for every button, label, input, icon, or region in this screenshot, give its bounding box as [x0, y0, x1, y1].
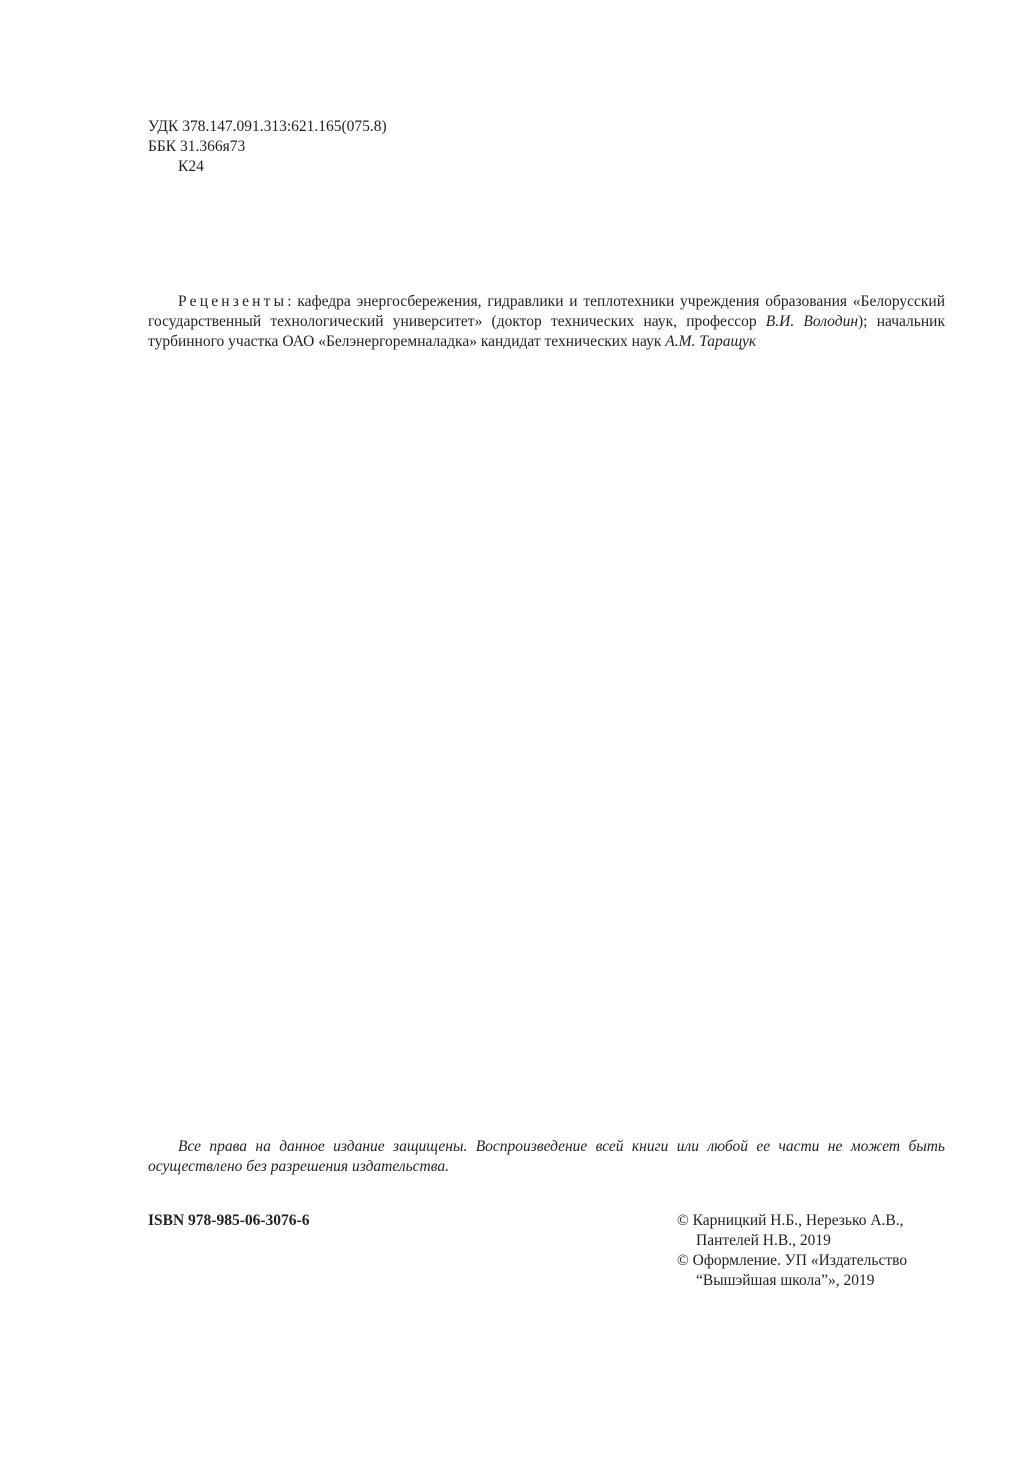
reviewers-label: Рецензенты	[178, 293, 288, 310]
reviewer-name-2: А.М. Таращук	[665, 333, 757, 350]
copyright-authors-continued: Пантелей Н.В., 2019	[696, 1232, 831, 1249]
reviewers-label-separator: :	[287, 293, 298, 310]
copyright-block	[677, 1211, 977, 1291]
isbn: ISBN 978-985-06-3076-6	[148, 1212, 310, 1229]
reviewers-text-1: кафедра энергосбережения, гидравлики и теплотехники учреждения образования «Белорусский государственный технологический университет» (доктор технических наук, профессор	[148, 293, 945, 330]
reviewers-paragraph	[148, 292, 945, 352]
copyright-design: © Оформление. УП «Издательство	[677, 1252, 908, 1269]
copyright-design-continued: “Вышэйшая школа”», 2019	[696, 1272, 875, 1289]
udk-code: УДК 378.147.091.313:621.165(075.8)	[148, 118, 387, 135]
rights-notice: Все права на данное издание защищены. Воспроизведение всей книги или любой ее части не может быть осуществлено без разрешения издательства.	[148, 1138, 945, 1175]
bbk-code: ББК 31.366я73	[148, 138, 246, 155]
copyright-authors: © Карницкий Н.Б., Нерезько А.В.,	[677, 1212, 904, 1229]
catalog-codes	[148, 117, 387, 177]
author-mark: К24	[178, 158, 204, 175]
reviewers-text-2: ); начальник турбинного участка ОАО «Белэнергоремналадка» кандидат технических наук	[148, 313, 945, 350]
reviewer-name-1: В.И. Володин	[765, 313, 859, 330]
